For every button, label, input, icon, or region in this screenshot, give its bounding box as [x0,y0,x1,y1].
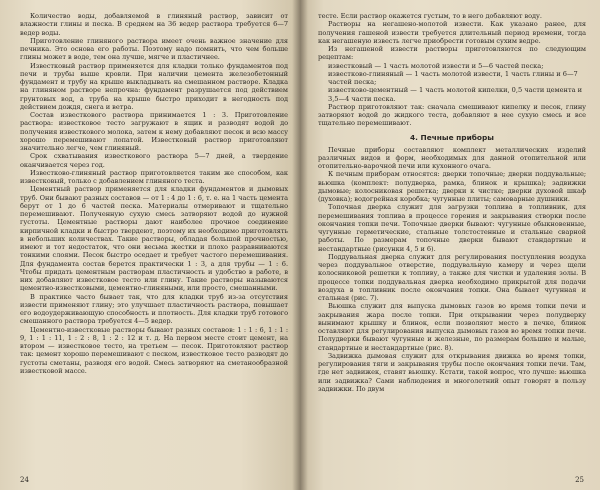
paragraph: Раствор приготовляют так: сначала смешивают кипелку и песок, глину затворяют водой до жидкого теста, добавляют в нее сухую смесь и все тщательно перемешивают. [318,102,586,128]
recipe-item: известково-цементный — 1 часть молотой кипелки, 0,5 части цемента и 3,5—4 части песка. [328,86,583,103]
paragraph: Состав известкового раствора принимается 1 : 3. Приготовление раствора: известковое тесто загружают в ящик и разводят водой до получения известкового молока, затем к нему добавляют песок и всю массу хорошо перемешивают лопатой. Известковый раствор приготовляют значительно легче, чем глиняный. [20,111,288,152]
paragraph: Приготовление глиняного раствора имеет очень важное значение для печника. Это основа его работы. Поэтому надо помнить, что чем больше глины может в воде, тем она лучше, мягче и пластичнее. [20,36,288,62]
paragraph: Известково-глиняный раствор приготовляется таким же способом, как известковый, только с добавлением глиняного теста. [20,168,288,185]
recipe-item: известково-глиняный — 1 часть молотой извести, 1 часть глины и 6—7 частей песка; [328,69,578,86]
recipe-item: известковый — 1 часть молотой извести и 5—6 частей песка; [328,61,544,70]
page-number: 24 [20,476,29,484]
left-page-text [20,12,288,375]
paragraph: Цементно-известковые растворы бывают разных составов: 1 : 1 : 6, 1 : 1 : 9, 1 : 1 : 11, 1 : 2 : 8, 1 : 2 : 12 и т. д. На первом месте стоит цемент, на втором — известковое тесто, на третьем — песок. Приготовляют раствор так: цемент хорошо перемешивают с песком, известковое тесто разводят до густоты сметаны, разводя его водой. Смесь затворяют на сметанообразной известковой массе. [20,325,288,375]
section-heading: 4. Печные приборы [410,132,494,142]
paragraph: Топочная дверка служит для загрузки топлива в топливник, для перемешивания топлива в процессе горения и закрывания створки после окончания топки печи. Топочные дверки бывают: чугунные обыкновенные, чугунные герметические, стальные толстостенные и стальные сварной работы. По размерам топочные дверки бывают стандартные и нестандартные (рисунки 4, 5 и 6). [318,203,586,253]
paragraph: Известковый раствор применяется для кладки только фундаментов под печи и трубы выше кровли. При наличии цемента железобетонный фундамент и трубу на крыше выкладывать на смешанном растворе. Кладка на глиняном растворе непрочна: фундамент разрушается под действием грунтовых вод, а труба на крыше быстро приходит в негодность под действием дождя, снега и ветра. [20,61,288,111]
paragraph: К печным приборам относятся: дверки топочные; дверки поддувальные; вьюшка (комплект: полудверка, рамка, блинок и крышка); задвижки дымовые; колосниковая решетка; дверки к чистке; дверки духовой шкаф (духовка); водогрейная коробка; чугунные плиты; самоварные душники. [318,170,586,203]
paragraph: Печные приборы составляют комплект металлических изделий различных видов и форм, необходимых для данной отопительной или отопительно-варочной печи или кухонного очага. [318,145,586,170]
paragraph: Количество воды, добавляемой в глиняный раствор, зависит от влажности глины и песка. В среднем на 36 ведер раствора требуется 6—7 ведер воды. [20,12,288,37]
paragraph: тесте. Если раствор окажется густым, то в него добавляют воду. [318,12,542,20]
paragraph: Цементный раствор применяется для кладки фундаментов и дымовых труб. Они бывают разных составов — от 1 : 4 до 1 : 6, т. е. на 1 часть цемента берут от 1 до 6 частей песка. Материалы отмеривают и тщательно перемешивают. Полученную сухую смесь затворяют водой до нужной густоты. Цементные растворы дают наиболее прочное соединение кирпичной кладки и быстро твердеют, поэтому их необходимо приготовлять в небольших количествах. Такие растворы, обладая большой прочностью, имеют и тот недостаток, что они весьма жестки и плохо разравниваются тонкими слоями. Песок быстро оседает и требует частого перемешивания. Для фундамента состав берется практически 1 : 3, а для трубы — 1 : 6. Чтобы придать цементным растворам пластичность и удобство в работе, в них добавляют известковое тесто или глину. Такие растворы называются цементно-известковыми, цементно-глиняными, или просто, смешанными. [20,185,288,293]
right-page [300,0,600,490]
right-page-text [318,12,586,393]
paragraph: Поддувальная дверка служит для регулирования поступления воздуха через поддувальное отверстие, поддувальную камеру и через щели колосниковой решетки к топливу, а также для чистки и удаления золы. В процессе топки поддувальная дверка необходимо прикрытой для подачи воздуха в топливник после окончания топки. Она бывает чугунная и стальная (рис. 7). [318,252,586,302]
paragraph: Срок схватывания известкового раствора 5—7 дней, а твердение оканчивается через год. [20,152,288,169]
paragraph: Вьюшка служит для выпуска дымовых газов во время топки печи и закрывания жара после топки. При открывании через полудверку вынимают крышку и блинок, если позволяют место в печке, блинок оставляют для регулирования выпуска дымовых газов во время топки печи. Полудверки бывают чугунные и железные, по размерам большие и малые, стандартные и нестандартные (рис. 8). [318,302,586,352]
paragraph: Из негашеной извести растворы приготовляются по следующим рецептам: [318,45,586,62]
page-number: 25 [575,476,584,484]
paragraph: В практике часто бывает так, что для кладки труб из-за отсутствия извести применяют глину; это улучшает пластичность раствора, повышает его водоудерживающую способность и плотность. Для кладки труб готового смешанного раствора требуется 4—5 ведер. [20,292,288,326]
paragraph: Задвижка дымовая служит для открывания движка во время топки, регулирования тяги и закрывания трубы после окончания топки печи. Там, где нет задвижек, ставят вьюшку. Кстати, такой вопрос, что лучше: вьюшка или задвижка? Сами наблюдения и многолетний опыт говорят в пользу задвижки. По двум [318,351,586,393]
paragraph: Растворы на негашено-молотой извести. Как указано ранее, для получения гашеной извести требуется длительный период времени, тогда как негашеную известь легче приобрести готовым сухим ведре. [318,20,586,45]
